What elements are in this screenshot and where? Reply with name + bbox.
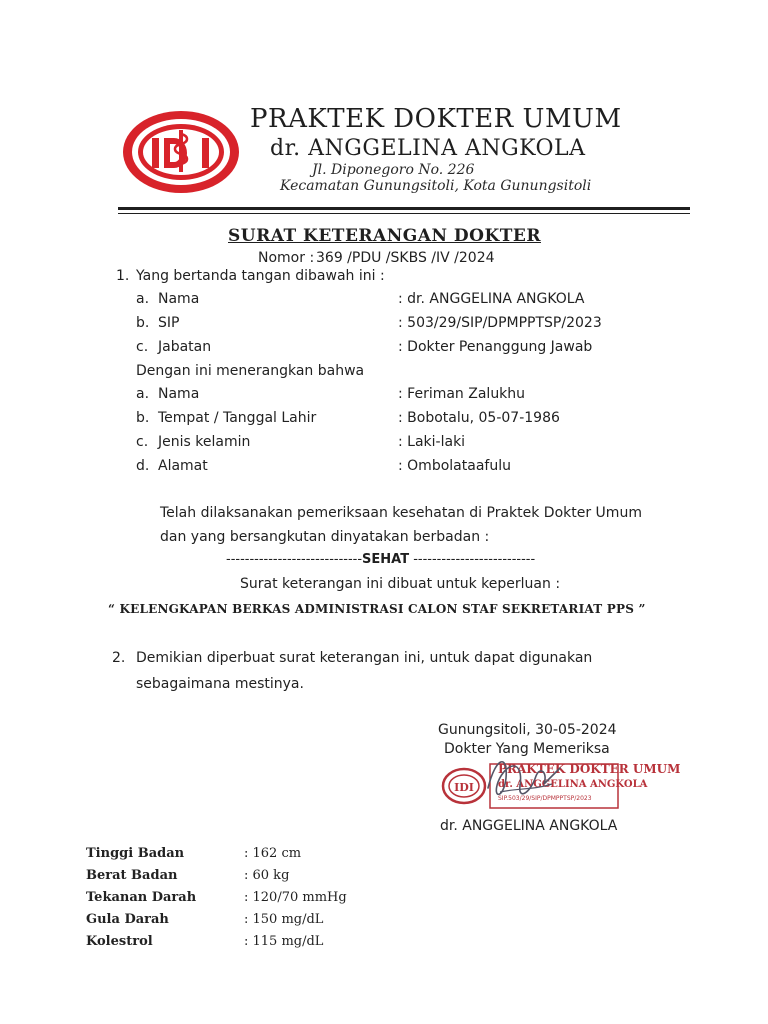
field-value: : Ombolataafulu <box>398 458 511 474</box>
district-line: Kecamatan Gunungsitoli, Kota Gunungsitoli <box>280 178 592 194</box>
purpose-intro: Surat keterangan ini dibuat untuk keperluan : <box>240 576 561 592</box>
field-label: Nama <box>158 291 200 307</box>
document-title: SURAT KETERANGAN DOKTER <box>228 226 541 246</box>
declare-line: Dengan ini menerangkan bahwa <box>136 363 365 379</box>
stamp-line-3: SIP.503/29/SIP/DPMPPTSP/2023 <box>498 795 592 802</box>
practice-title: PRAKTEK DOKTER UMUM <box>250 104 622 134</box>
result-line <box>226 552 535 567</box>
signer-role: Dokter Yang Memeriksa <box>444 741 610 757</box>
doctor-name-header: dr. ANGGELINA ANGKOLA <box>270 136 586 161</box>
stamp-line-1: PRAKTEK DOKTER UMUM <box>498 762 681 776</box>
place-date: Gunungsitoli, 30-05-2024 <box>438 722 617 738</box>
vital-value: : 60 kg <box>244 868 290 883</box>
field-value: : Laki-laki <box>398 434 466 450</box>
result-dashes: -------------------------- <box>409 552 536 567</box>
header-rule-thin <box>118 213 690 214</box>
section-number: 1. <box>116 268 130 284</box>
field-letter: a. <box>136 291 150 307</box>
field-label: SIP <box>158 315 180 331</box>
field-label: Alamat <box>158 458 208 474</box>
address-line: Jl. Diponegoro No. 226 <box>312 162 475 178</box>
vital-label: Kolestrol <box>86 934 153 949</box>
field-value: : Bobotalu, 05-07-1986 <box>398 410 560 426</box>
exam-line-2: dan yang bersangkutan dinyatakan berbadan : <box>160 529 490 545</box>
section-number: 2. <box>112 650 126 666</box>
vital-label: Tekanan Darah <box>86 890 197 905</box>
field-letter: c. <box>136 434 149 450</box>
field-letter: a. <box>136 386 150 402</box>
section-intro: Yang bertanda tangan dibawah ini : <box>136 268 385 284</box>
idi-logo <box>120 108 242 196</box>
closing-line-1: Demikian diperbuat surat keterangan ini, untuk dapat digunakan <box>136 650 593 666</box>
vital-label: Gula Darah <box>86 912 169 927</box>
result-sehat: SEHAT <box>362 552 410 567</box>
result-dashes: ----------------------------- <box>226 552 363 567</box>
vital-value: : 115 mg/dL <box>244 934 324 949</box>
field-value: : Dokter Penanggung Jawab <box>398 339 593 355</box>
field-value: : 503/29/SIP/DPMPPTSP/2023 <box>398 315 602 331</box>
nomor-label: Nomor : <box>258 250 315 266</box>
vital-label: Berat Badan <box>86 868 178 883</box>
svg-text:IDI: IDI <box>454 781 474 794</box>
vital-label: Tinggi Badan <box>86 846 185 861</box>
purpose-text: “ KELENGKAPAN BERKAS ADMINISTRASI CALON STAF SEKRETARIAT PPS ” <box>108 602 646 616</box>
field-value: : Feriman Zalukhu <box>398 386 526 402</box>
vital-value: : 120/70 mmHg <box>244 890 347 905</box>
header-rule-thick <box>118 207 690 210</box>
field-label: Nama <box>158 386 200 402</box>
vital-value: : 162 cm <box>244 846 302 861</box>
field-letter: d. <box>136 458 150 474</box>
field-value: : dr. ANGGELINA ANGKOLA <box>398 291 585 307</box>
field-letter: b. <box>136 315 150 331</box>
handwritten-signature <box>478 748 568 808</box>
field-letter: b. <box>136 410 150 426</box>
signer-name: dr. ANGGELINA ANGKOLA <box>440 818 618 834</box>
nomor-value: 369 /PDU /SKBS /IV /2024 <box>316 250 495 266</box>
exam-line-1: Telah dilaksanakan pemeriksaan kesehatan di Praktek Dokter Umum <box>160 505 642 521</box>
field-label: Tempat / Tanggal Lahir <box>158 410 317 426</box>
stamp-line-2: dr. ANGGELINA ANGKOLA <box>498 779 648 790</box>
closing-line-2: sebagaimana mestinya. <box>136 676 304 692</box>
vital-value: : 150 mg/dL <box>244 912 324 927</box>
field-label: Jenis kelamin <box>158 434 251 450</box>
field-letter: c. <box>136 339 149 355</box>
field-label: Jabatan <box>158 339 212 355</box>
